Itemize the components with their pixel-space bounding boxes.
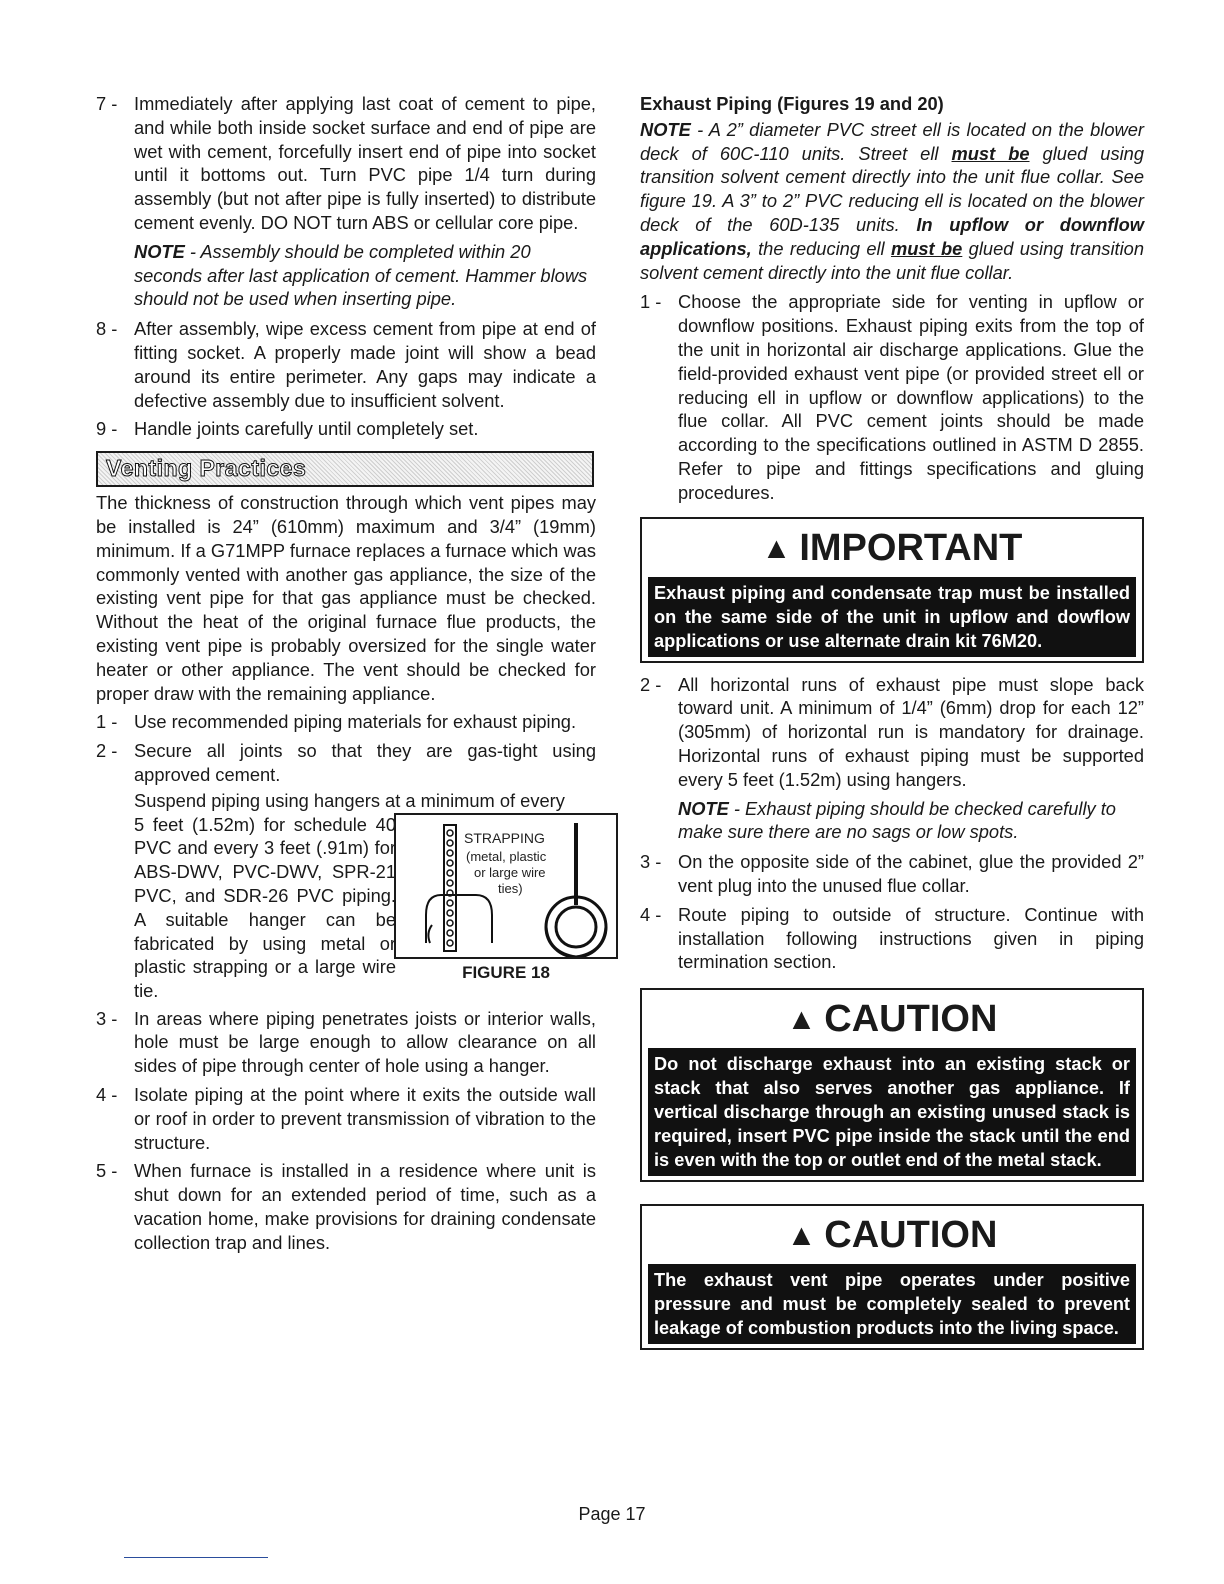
item-number: 2 - — [640, 673, 662, 695]
assembly-note — [134, 240, 596, 311]
note-text: glued using transition solvent cement directly into the unit flue collar. See figure 19. A 3” to 2” PVC reducing ell is located on the blower deck of the 60D-135 units. — [640, 142, 1144, 235]
important-body: Exhaust piping and condensate trap must be installed on the same side of the unit in upflow and dowflow applications or use alternate drain kit 76M20. — [648, 577, 1136, 657]
note-text: - A 2” diameter PVC street ell is located on the blower deck of 60C-110 units. Street ell — [640, 118, 1144, 164]
list-item — [96, 1083, 596, 1154]
warning-triangle-icon: ▲ — [786, 1219, 817, 1253]
item-text: Secure all joints so that they are gas-tight using approved cement. — [134, 740, 596, 785]
list-item — [96, 739, 596, 787]
item-text: On the opposite side of the cabinet, glue the provided 2” vent plug into the unused flue collar. — [678, 851, 1144, 896]
exhaust-note — [640, 118, 1144, 285]
warning-triangle-icon: ▲ — [786, 1003, 817, 1037]
figure-wrap — [134, 813, 596, 1003]
item-number: 9 - — [96, 418, 118, 440]
caution-body: The exhaust vent pipe operates under positive pressure and must be completely sealed to prevent leakage of combustion products into the living space. — [648, 1264, 1136, 1344]
strapping-illustration — [396, 815, 616, 957]
pipe-end-curve — [428, 925, 432, 943]
list-item — [96, 92, 596, 235]
emphasis-must-be: must be — [890, 237, 963, 259]
item-text: Handle joints carefully until completely set. — [134, 418, 479, 440]
item-number: 1 - — [96, 711, 118, 733]
list-item — [96, 1007, 596, 1078]
item-number: 7 - — [96, 93, 118, 114]
emphasis-must-be: must be — [951, 142, 1030, 164]
section-title: Venting Practices — [106, 455, 307, 482]
figure-label-strapping: STRAPPING — [464, 829, 545, 846]
footer-rule — [124, 1557, 268, 1558]
item-number: 3 - — [640, 851, 662, 873]
note-text: - Exhaust piping should be checked carefully to make sure there are no sags or low spots. — [678, 797, 1116, 843]
suspend-paragraph — [134, 789, 596, 1003]
list-item — [640, 673, 1144, 792]
exhaust-heading: Exhaust Piping (Figures 19 and 20) — [640, 93, 944, 114]
warning-triangle-icon: ▲ — [761, 531, 792, 565]
note-label: NOTE — [678, 797, 729, 819]
left-column — [96, 92, 596, 1259]
section-banner — [96, 451, 594, 487]
item-text: In areas where piping penetrates joists or interior walls, hole must be large enough to allow clearance on all sides of pipe through center of hole using a hanger. — [134, 1007, 596, 1077]
note-text: glued using transition solvent cement directly into the unit flue collar. — [640, 237, 1144, 283]
list-item — [96, 710, 596, 734]
item-number: 1 - — [640, 291, 662, 313]
pipe-inner-circle — [556, 907, 596, 947]
page-number: Page 17 — [578, 1504, 646, 1524]
right-column — [640, 92, 1144, 1360]
note-emphasis: In upflow or downflow applications, — [640, 213, 1144, 259]
strap-band — [444, 825, 456, 951]
item-number: 4 - — [640, 903, 662, 925]
list-item — [640, 850, 1144, 898]
figure-label-wire: or large wire — [474, 864, 546, 880]
suspend-text: 5 feet (1.52m) for schedule 40 PVC and every 3 feet (.91m) for ABS-DWV, PVC-DWV, SPR-21 PVC, and SDR-26 PVC piping. A suitable hanger can be fabricated by using metal or plastic strapping or a large wire tie. — [134, 813, 396, 1002]
item-number: 4 - — [96, 1083, 118, 1105]
note-label: NOTE — [134, 240, 185, 262]
note-label: NOTE — [640, 118, 691, 140]
list-item — [96, 317, 596, 412]
strap-loop-right — [456, 895, 492, 943]
item-text: Use recommended piping materials for exhaust piping. — [134, 711, 577, 733]
caution-body: Do not discharge exhaust into an existing stack or stack that also serves another gas appliance. If vertical discharge through an existing unused stack is required, insert PVC pipe inside the stack until the end is even with the top or outlet end of the metal stack. — [648, 1048, 1136, 1176]
item-text: Isolate piping at the point where it exits the outside wall or roof in order to prevent transmission of vibration to the structure. — [134, 1083, 596, 1153]
caution-box — [640, 988, 1144, 1182]
list-item — [96, 417, 596, 441]
figure-label-ties: ties) — [498, 880, 523, 896]
item-text: All horizontal runs of exhaust pipe must slope back toward unit. A minimum of 1/4” (6mm) drop for each 12” (305mm) of horizontal run is mandatory for drainage. Horizontal runs of exhaust piping must be supported every 5 feet (1.52m) using hangers. — [678, 673, 1144, 790]
caution-title — [642, 1206, 1142, 1264]
suspend-line: Suspend piping using hangers at a minimum of every — [134, 789, 565, 811]
caution-title-text: CAUTION — [824, 1214, 998, 1257]
item-number: 8 - — [96, 318, 118, 340]
figure-label-material: (metal, plastic — [466, 848, 547, 864]
item-number: 5 - — [96, 1160, 118, 1182]
item-number: 2 - — [96, 740, 118, 762]
important-box — [640, 517, 1144, 663]
item-text: When furnace is installed in a residence where unit is shut down for an extended period of time, such as a vacation home, make provisions for draining condensate collection trap and lines. — [134, 1160, 596, 1253]
list-item — [640, 290, 1144, 504]
caution-box — [640, 1204, 1144, 1350]
item-text: Route piping to outside of structure. Continue with installation following instructions given in piping termination section. — [678, 903, 1144, 973]
item-text: Immediately after applying last coat of cement to pipe, and while both inside socket surface and end of pipe are wet with cement, forcefully insert end of pipe into socket until it bottoms out. Turn PVC pipe 1/4 turn during assembly (but not after pipe is fully inserted) to distribute cement evenly. DO NOT turn ABS or cellular core pipe. — [134, 93, 596, 233]
item-text: After assembly, wipe excess cement from pipe at end of fitting socket. A properly made joint will show a bead around its entire perimeter. Any gaps may indicate a defective assembly due to insufficient solvent. — [134, 318, 596, 411]
important-title-text: IMPORTANT — [799, 526, 1023, 569]
caution-title-text: CAUTION — [824, 998, 998, 1041]
note-text: the reducing ell — [751, 237, 891, 259]
important-title — [642, 519, 1142, 577]
note-text: - Assembly should be completed within 20 seconds after last application of cement. Hammer blows should not be used when inserting pipe. — [134, 240, 588, 310]
figure-caption: FIGURE 18 — [462, 962, 550, 982]
figure-18 — [394, 813, 618, 959]
item-number: 3 - — [96, 1007, 118, 1029]
list-item — [96, 1159, 596, 1254]
caution-title — [642, 990, 1142, 1048]
section-intro: The thickness of construction through which vent pipes may be installed is 24” (610mm) maximum and 3/4” (19mm) minimum. If a G71MPP furnace replaces a furnace which was commonly vented with another gas appliance, the size of the existing vent pipe for that gas appliance must be checked. Without the heat of the original furnace flue products, the existing vent pipe is probably oversized for the single water heater or other appliance. The vent should be checked for proper draw with the remaining appliance. — [96, 492, 596, 704]
item-text: Choose the appropriate side for venting in upflow or downflow positions. Exhaust piping exits from the top of the unit in horizontal air discharge applications. Glue the field-provided exhaust vent pipe (or provided street ell or reducing ell in upflow or downflow applications) to the flue collar. All PVC cement joints should be made according to the specifications outlined in ASTM D 2855. Refer to pipe and fittings specifications and gluing procedures. — [678, 291, 1144, 503]
list-item — [640, 903, 1144, 974]
sag-note — [678, 797, 1144, 845]
